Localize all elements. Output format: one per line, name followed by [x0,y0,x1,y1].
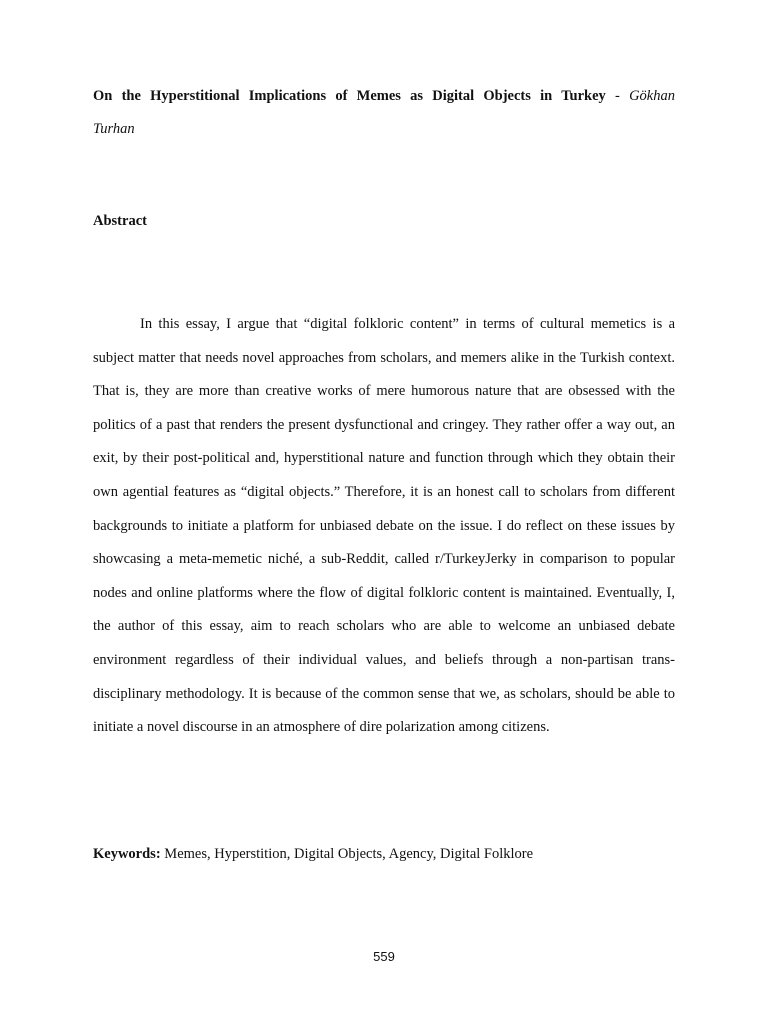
paper-page [93,80,675,862]
title-separator: - [605,88,630,104]
keywords-line [93,846,533,863]
author-first-name: Gökhan [629,88,675,104]
title-text: On the Hyperstitional Implications of Memes as Digital Objects in Turkey [93,88,606,104]
paper-title [93,80,675,113]
author-last-name: Turhan [93,121,135,137]
abstract-body: In this essay, I argue that “digital folkloric content” in terms of cultural memetics is a subject matter that needs novel approaches from scholars, and memers alike in the Turkish context. That is, they are more than creative works of mere humorous nature that are obsessed with the politics of a past that renders the present dysfunctional and cringey. They rather offer a way out, an exit, by their post-political and, hyperstitional nature and function through which they obtain their own agential features as “digital objects.” Therefore, it is an honest call to scholars from different backgrounds to initiate a platform for unbiased debate on the issue. I do reflect on these issues by showcasing a meta-memetic niché, a sub-Reddit, called r/TurkeyJerky in comparison to popular nodes and online platforms where the flow of digital folkloric content is maintained. Eventually, I, the author of this essay, aim to reach scholars who are able to welcome an unbiased debate environment regardless of their individual values, and beliefs through a non-partisan trans-disciplinary methodology. It is because of the common sense that we, as scholars, should be able to initiate a novel discourse in an atmosphere of dire polarization among citizens. [93,316,675,736]
abstract-heading: Abstract [93,213,147,229]
keywords-label: Keywords: [93,846,161,862]
page-number: 559 [373,949,395,964]
keywords-list: Memes, Hyperstition, Digital Objects, Agency, Digital Folklore [160,846,534,862]
